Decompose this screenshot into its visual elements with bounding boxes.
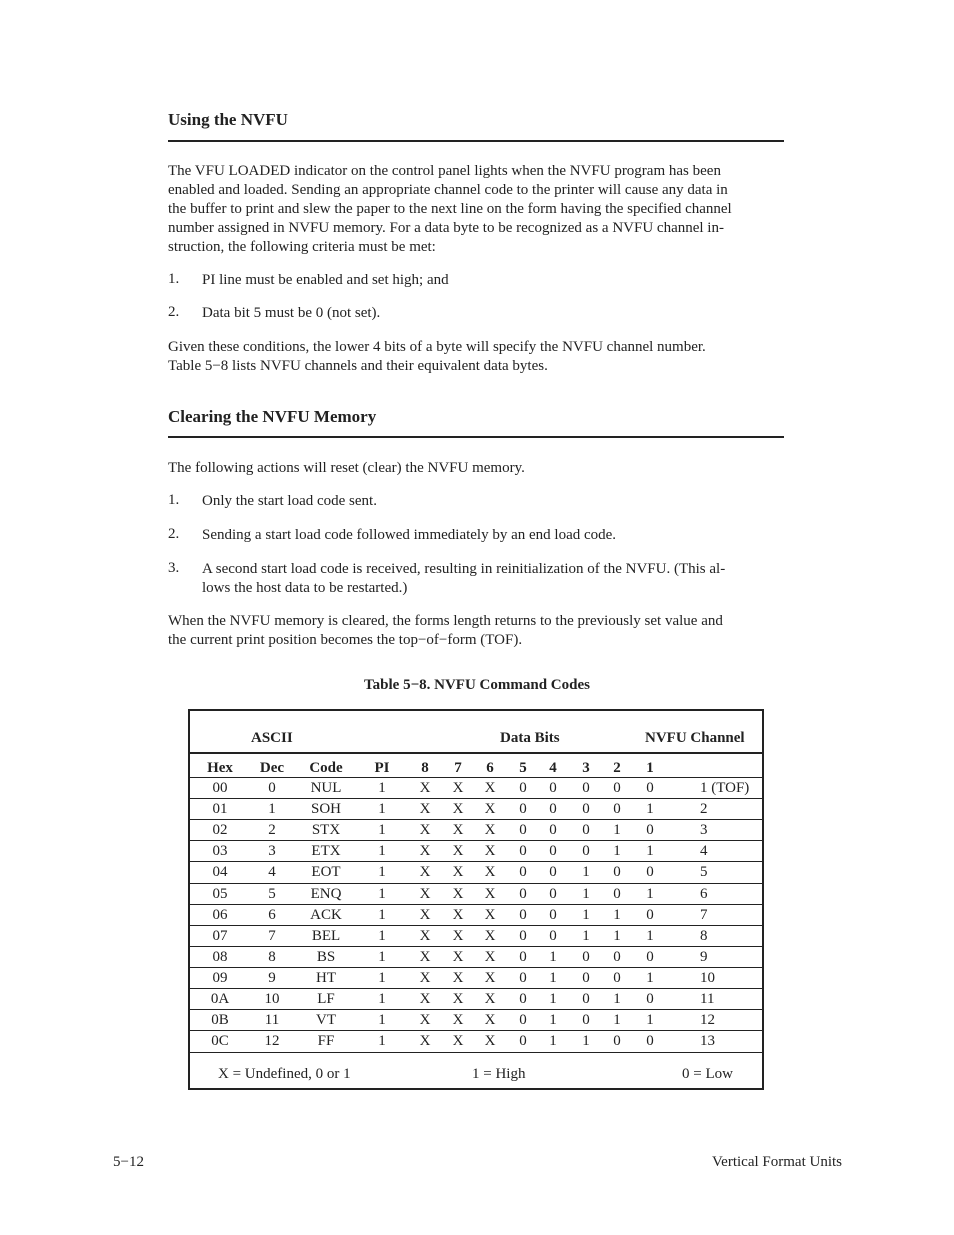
cell-bit1: 0 [646, 780, 654, 796]
cell-bit2: 1 [613, 906, 621, 923]
cell-bit3: 1 [582, 906, 590, 923]
table-caption: Table 5−8. NVFU Command Codes [364, 677, 590, 693]
cell-hex: 03 [212, 843, 228, 860]
column-header-code: Code [309, 760, 343, 776]
cell-dec: 10 [264, 991, 280, 1007]
cell-code: VT [316, 1012, 336, 1029]
cell-bit7: X [452, 969, 464, 986]
cell-channel: 6 [700, 885, 708, 902]
column-header-bit4: 4 [549, 760, 557, 776]
cell-bit5: 0 [519, 969, 527, 986]
cell-bit6: X [484, 906, 496, 923]
cell-code: ETX [311, 843, 341, 860]
header-nvfu-channel: NVFU Channel [645, 730, 745, 746]
cell-bit2: 1 [613, 991, 621, 1007]
paragraph-vfu-loaded [168, 162, 786, 257]
cell-bit7: X [452, 991, 464, 1007]
cell-bit4: 0 [549, 927, 557, 944]
cell-code: FF [317, 1033, 335, 1050]
cell-channel: 7 [700, 906, 708, 923]
cell-bit6: X [484, 864, 496, 881]
cell-bit6: X [484, 822, 496, 839]
cell-bit8: X [419, 843, 431, 860]
cell-bit8: X [419, 1033, 431, 1050]
row-divider [190, 883, 762, 884]
cell-bit3: 1 [582, 927, 590, 944]
cell-bit3: 0 [582, 991, 590, 1007]
cell-bit3: 0 [582, 1012, 590, 1029]
cell-hex: 01 [212, 801, 228, 818]
cell-hex: 05 [212, 885, 228, 902]
list-item-text: PI line must be enabled and set high; and [202, 272, 449, 288]
cell-bit5: 0 [519, 948, 527, 965]
cell-channel: 2 [700, 801, 708, 818]
row-divider [190, 861, 762, 862]
cell-bit7: X [452, 927, 464, 944]
paragraph-cleared [168, 612, 786, 650]
cell-bit7: X [452, 843, 464, 860]
text-line: The VFU LOADED indicator on the control panel lights when the NVFU program has been [168, 163, 721, 179]
cell-bit6: X [484, 885, 496, 902]
row-divider [190, 1009, 762, 1010]
cell-bit3: 0 [582, 843, 590, 860]
cell-bit7: X [452, 780, 464, 796]
legend-undefined: X = Undefined, 0 or 1 [218, 1066, 351, 1082]
cell-bit4: 0 [549, 780, 557, 796]
list-number: 1. [168, 492, 180, 508]
cell-bit1: 0 [646, 948, 654, 965]
row-divider [190, 798, 762, 799]
cell-bit5: 0 [519, 927, 527, 944]
row-divider [190, 840, 762, 841]
cell-bit5: 0 [519, 1012, 527, 1029]
cell-bit1: 0 [646, 906, 654, 923]
footer-section-title: Vertical Format Units [712, 1154, 842, 1170]
cell-bit4: 0 [549, 843, 557, 860]
column-header-bit5: 5 [519, 760, 527, 776]
cell-bit8: X [419, 991, 431, 1007]
header-divider [190, 752, 762, 754]
cell-bit4: 0 [549, 864, 557, 881]
list-number: 2. [168, 526, 180, 542]
text-line: lows the host data to be restarted.) [202, 580, 408, 596]
cell-dec: 7 [268, 927, 276, 944]
cell-pi: 1 [378, 780, 386, 796]
heading-rule [168, 436, 784, 438]
cell-bit1: 1 [646, 885, 654, 902]
cell-bit2: 1 [613, 822, 621, 839]
header-ascii: ASCII [251, 730, 293, 746]
cell-bit3: 1 [582, 885, 590, 902]
section-heading-clearing-memory: Clearing the NVFU Memory [168, 407, 377, 426]
cell-bit4: 1 [549, 1012, 557, 1029]
cell-bit7: X [452, 948, 464, 965]
cell-bit8: X [419, 948, 431, 965]
cell-bit1: 1 [646, 927, 654, 944]
cell-bit1: 1 [646, 1012, 654, 1029]
row-divider [190, 1030, 762, 1031]
cell-hex: 00 [212, 780, 228, 796]
section-heading-using-nvfu: Using the NVFU [168, 110, 288, 129]
cell-bit5: 0 [519, 885, 527, 902]
cell-bit6: X [484, 927, 496, 944]
cell-bit5: 0 [519, 991, 527, 1007]
cell-bit3: 0 [582, 801, 590, 818]
cell-bit6: X [484, 969, 496, 986]
cell-bit1: 0 [646, 1033, 654, 1050]
cell-bit8: X [419, 780, 431, 796]
list-item-text: Data bit 5 must be 0 (not set). [202, 305, 381, 321]
legend-low: 0 = Low [682, 1066, 733, 1082]
cell-bit8: X [419, 822, 431, 839]
cell-channel: 13 [700, 1033, 715, 1050]
cell-pi: 1 [378, 948, 386, 965]
cell-bit3: 0 [582, 780, 590, 796]
cell-bit1: 1 [646, 969, 654, 986]
cell-pi: 1 [378, 885, 386, 902]
cell-bit7: X [452, 801, 464, 818]
text-line: the current print position becomes the top−of−form (TOF). [168, 632, 523, 648]
cell-bit1: 0 [646, 864, 654, 881]
cell-bit3: 1 [582, 864, 590, 881]
column-header-pi: PI [374, 760, 390, 776]
row-divider [190, 925, 762, 926]
list-item-text: Only the start load code sent. [202, 493, 377, 509]
cell-dec: 1 [268, 801, 276, 818]
cell-bit2: 0 [613, 801, 621, 818]
list-number: 3. [168, 560, 180, 576]
cell-bit3: 0 [582, 948, 590, 965]
cell-hex: 08 [212, 948, 228, 965]
header-data-bits: Data Bits [500, 730, 560, 746]
list-item-text: Sending a start load code followed immediately by an end load code. [202, 527, 617, 543]
cell-pi: 1 [378, 906, 386, 923]
list-item-text [202, 560, 786, 598]
cell-channel: 11 [700, 991, 715, 1007]
cell-bit2: 1 [613, 843, 621, 860]
column-header-bit3: 3 [582, 760, 590, 776]
cell-bit2: 0 [613, 864, 621, 881]
cell-code: SOH [310, 801, 342, 818]
cell-bit5: 0 [519, 906, 527, 923]
legend-high: 1 = High [472, 1066, 526, 1082]
cell-code: BEL [311, 927, 341, 944]
cell-dec: 12 [264, 1033, 280, 1050]
cell-pi: 1 [378, 969, 386, 986]
text-line: Table 5−8 lists NVFU channels and their equivalent data bytes. [168, 358, 548, 374]
column-header-bit8: 8 [421, 760, 429, 776]
cell-bit7: X [452, 822, 464, 839]
text-line: A second start load code is received, resulting in reinitialization of the NVFU. (This al- [202, 561, 726, 577]
list-number: 2. [168, 304, 180, 320]
cell-bit5: 0 [519, 843, 527, 860]
cell-bit8: X [419, 1012, 431, 1029]
cell-dec: 8 [268, 948, 276, 965]
cell-code: ENQ [310, 885, 342, 902]
cell-bit3: 1 [582, 1033, 590, 1050]
cell-hex: 04 [212, 864, 228, 881]
cell-bit8: X [419, 885, 431, 902]
text-line: number assigned in NVFU memory. For a data byte to be recognized as a NVFU channel in- [168, 220, 724, 236]
cell-bit5: 0 [519, 801, 527, 818]
cell-bit4: 1 [549, 969, 557, 986]
cell-pi: 1 [378, 843, 386, 860]
cell-bit1: 0 [646, 991, 654, 1007]
column-header-bit1: 1 [646, 760, 654, 776]
cell-bit8: X [419, 801, 431, 818]
cell-code: STX [311, 822, 341, 839]
cell-bit8: X [419, 927, 431, 944]
cell-dec: 4 [268, 864, 276, 881]
cell-pi: 1 [378, 1033, 386, 1050]
cell-bit2: 0 [613, 1033, 621, 1050]
cell-bit8: X [419, 969, 431, 986]
text-line: When the NVFU memory is cleared, the forms length returns to the previously set value and [168, 613, 723, 629]
cell-hex: 0C [211, 1033, 229, 1050]
cell-bit7: X [452, 1012, 464, 1029]
cell-bit4: 0 [549, 801, 557, 818]
cell-bit2: 0 [613, 885, 621, 902]
cell-bit4: 1 [549, 948, 557, 965]
cell-bit4: 0 [549, 906, 557, 923]
cell-channel: 4 [700, 843, 708, 860]
cell-bit7: X [452, 885, 464, 902]
cell-bit2: 0 [613, 969, 621, 986]
cell-pi: 1 [378, 864, 386, 881]
cell-pi: 1 [378, 1012, 386, 1029]
cell-bit4: 1 [549, 1033, 557, 1050]
column-header-dec: Dec [259, 760, 285, 776]
paragraph-intro: The following actions will reset (clear) the NVFU memory. [168, 460, 525, 476]
list-number: 1. [168, 271, 180, 287]
cell-code: HT [316, 969, 336, 986]
cell-bit5: 0 [519, 822, 527, 839]
text-line: the buffer to print and slew the paper to the next line on the form having the specified channel [168, 201, 732, 217]
cell-code: NUL [310, 780, 342, 796]
column-header-bit6: 6 [486, 760, 494, 776]
cell-dec: 11 [264, 1012, 280, 1029]
cell-hex: 07 [212, 927, 228, 944]
cell-pi: 1 [378, 801, 386, 818]
cell-bit6: X [484, 1033, 496, 1050]
cell-bit8: X [419, 906, 431, 923]
row-divider [190, 967, 762, 968]
text-line: Given these conditions, the lower 4 bits of a byte will specify the NVFU channel number. [168, 339, 706, 355]
legend-divider [190, 1052, 762, 1053]
cell-dec: 6 [268, 906, 276, 923]
cell-dec: 0 [268, 780, 276, 796]
row-divider [190, 819, 762, 820]
page-number: 5−12 [113, 1154, 144, 1170]
column-header-bit7: 7 [454, 760, 462, 776]
cell-hex: 0B [211, 1012, 229, 1029]
cell-bit8: X [419, 864, 431, 881]
cell-bit5: 0 [519, 864, 527, 881]
cell-bit6: X [484, 991, 496, 1007]
cell-channel: 9 [700, 948, 708, 965]
row-divider [190, 946, 762, 947]
cell-bit6: X [484, 948, 496, 965]
cell-code: ACK [310, 906, 342, 923]
cell-hex: 06 [212, 906, 228, 923]
cell-bit7: X [452, 906, 464, 923]
cell-channel: 12 [700, 1012, 715, 1029]
cell-code: EOT [311, 864, 341, 881]
cell-bit5: 0 [519, 780, 527, 796]
cell-bit2: 1 [613, 927, 621, 944]
cell-bit6: X [484, 843, 496, 860]
cell-bit7: X [452, 1033, 464, 1050]
text-line: struction, the following criteria must be met: [168, 239, 436, 255]
cell-channel: 10 [700, 969, 715, 986]
cell-dec: 3 [268, 843, 276, 860]
column-header-bit2: 2 [613, 760, 621, 776]
row-divider [190, 904, 762, 905]
cell-bit4: 1 [549, 991, 557, 1007]
cell-code: BS [316, 948, 336, 965]
cell-bit2: 0 [613, 948, 621, 965]
nvfu-command-table [188, 709, 764, 1090]
cell-dec: 5 [268, 885, 276, 902]
cell-pi: 1 [378, 927, 386, 944]
cell-pi: 1 [378, 991, 386, 1007]
cell-bit7: X [452, 864, 464, 881]
cell-bit3: 0 [582, 969, 590, 986]
cell-bit6: X [484, 1012, 496, 1029]
cell-pi: 1 [378, 822, 386, 839]
cell-channel: 3 [700, 822, 708, 839]
cell-dec: 2 [268, 822, 276, 839]
cell-channel: 5 [700, 864, 708, 881]
text-line: enabled and loaded. Sending an appropriate channel code to the printer will cause any data in [168, 182, 728, 198]
paragraph-conditions [168, 338, 786, 376]
cell-bit4: 0 [549, 885, 557, 902]
cell-channel: 1 (TOF) [700, 780, 750, 796]
cell-bit2: 0 [613, 780, 621, 796]
cell-bit4: 0 [549, 822, 557, 839]
cell-bit5: 0 [519, 1033, 527, 1050]
cell-channel: 8 [700, 927, 708, 944]
column-header-hex: Hex [207, 760, 233, 776]
cell-hex: 0A [210, 991, 230, 1007]
cell-bit1: 1 [646, 843, 654, 860]
cell-bit6: X [484, 780, 496, 796]
cell-dec: 9 [268, 969, 276, 986]
cell-bit6: X [484, 801, 496, 818]
row-divider [190, 988, 762, 989]
row-divider [190, 777, 762, 778]
cell-bit1: 0 [646, 822, 654, 839]
cell-hex: 02 [212, 822, 228, 839]
cell-bit1: 1 [646, 801, 654, 818]
cell-code: LF [317, 991, 335, 1007]
cell-hex: 09 [212, 969, 228, 986]
cell-bit2: 1 [613, 1012, 621, 1029]
cell-bit3: 0 [582, 822, 590, 839]
heading-rule [168, 140, 784, 142]
